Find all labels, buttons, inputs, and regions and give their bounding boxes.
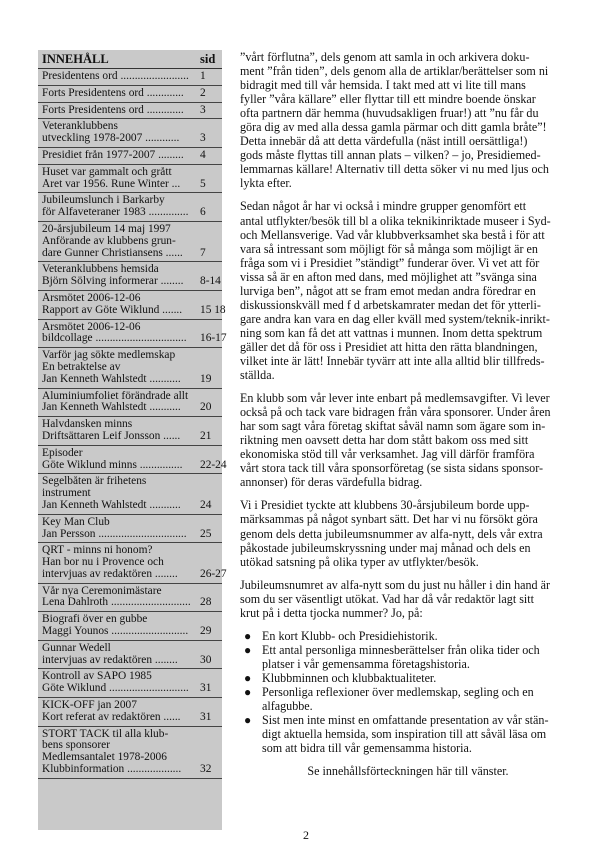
toc-entry-title [42, 350, 192, 385]
bullet-line: digt aktuella hemsida, som inspiration till att såväl läsa om [262, 727, 547, 742]
toc-entry-line: Forts Presidentens ord ............. [42, 87, 184, 99]
toc-entry-page: 4 [200, 148, 206, 161]
toc-entry-page: 19 [200, 372, 212, 385]
toc-entry-line: STORT TACK til alla klub- [42, 728, 169, 740]
paragraph-line: också på och tack vare bidragen från våra sponsorer. Under åren [240, 405, 551, 420]
toc-entry-line: bens sponsorer [42, 740, 111, 752]
toc-entry-line: Året var 1956. Rune Winter ... [42, 178, 181, 190]
paragraph-line: lemmarnas källare! Alternativ till detta söker vi nu med ljus och [240, 162, 549, 177]
toc-entry-line: intervjuas av redaktören ........ [42, 568, 178, 580]
bullet-icon: ● [244, 628, 252, 643]
toc-entry-title [42, 517, 192, 541]
paragraph-line: annonser) för deras värdefulla bidrag. [240, 475, 423, 490]
toc-entry-page: 24 [200, 498, 212, 511]
bullet-icon: ● [244, 670, 252, 685]
paragraph-line: och Mellansverige. Vad vår klubbverksamhet ska bestå i för att [240, 227, 545, 242]
paragraph [240, 498, 576, 568]
paragraph-line: gäller det då för oss i Presidiet att hitta den rätta blandningen, [240, 339, 538, 354]
toc-entry-page: 22-24 [200, 458, 227, 471]
toc-entry-page: 16-17 [200, 332, 227, 345]
toc-entry-title [42, 643, 192, 667]
toc-entry-page: 30 [200, 653, 212, 666]
paragraph-line: riktning men oavsett detta har dom stått bakom oss med sitt [240, 433, 529, 448]
toc-entry-line: dare Gunner Christiansens ...... [42, 247, 183, 259]
toc-entry-line: Rapport av Göte Wiklund ....... [42, 304, 183, 316]
toc-entry-line: Gunnar Wedell [42, 642, 111, 654]
toc-heading: INNEHÅLL [42, 52, 109, 66]
toc-entry [38, 612, 222, 641]
toc-entry-line: 20-årsjubileum 14 maj 1997 [42, 223, 171, 235]
toc-page-heading: sid [200, 52, 216, 66]
toc-entry-line: Jan Persson ............................... [42, 528, 187, 540]
article-text [240, 50, 576, 778]
toc-entry-line: Varför jag sökte medlemskap [42, 350, 176, 362]
toc-entry [38, 515, 222, 544]
toc-header [38, 50, 222, 69]
toc-entry-line: intervjuas av redaktören ........ [42, 654, 178, 666]
bullet-item [240, 685, 576, 713]
toc-entry-line: Anförande av klubbens grun- [42, 235, 176, 247]
toc-entry-title [42, 167, 192, 191]
toc-entry [38, 69, 222, 86]
bullet-item [240, 629, 576, 643]
toc-entry [38, 262, 222, 291]
paragraph-line: fråga som vi i Presidiet ”ständigt” funderar över. Vi vet att för [240, 255, 540, 270]
toc-entry-line: Halvdansken minns [42, 419, 133, 431]
toc-entry [38, 348, 222, 388]
paragraph-line: ekonomiska stöd till vår verksamhet. Jag vill därför framföra [240, 447, 535, 462]
paragraph-line: ofta partnern där hemma (huvudsakligen fruar!) att ”nu får du [240, 106, 539, 121]
toc-entry-page: 2 [200, 86, 206, 99]
toc-entry-line: Lena Dahlroth ............................ [42, 597, 191, 609]
toc-entry-line: Episoder [42, 447, 83, 459]
bullet-line: Sist men inte minst en omfattande presentation av vår stän- [262, 713, 549, 728]
toc-entry-line: instrument [42, 488, 91, 500]
toc-entry-title [42, 700, 192, 724]
toc-entry-line: Årsmötet 2006-12-06 [42, 321, 141, 333]
paragraph-line: vårt stora tack till våra sponsorföretag (se sista sidans sponsor- [240, 461, 544, 476]
toc-entry [38, 669, 222, 698]
toc-entry-line: Forts Presidentens ord ............. [42, 104, 184, 116]
toc-entry-page: 6 [200, 206, 206, 219]
toc-entry-line: Kort referat av redaktören ...... [42, 711, 181, 723]
toc-entry-title [42, 71, 192, 83]
toc-entry-title [42, 264, 192, 288]
toc-entry [38, 417, 222, 446]
toc-entry [38, 641, 222, 670]
paragraph-line: krut på i detta tjocka nummer? Jo, på: [240, 605, 423, 620]
paragraph-line: utökad satsning på olika typer av utflykter/besök. [240, 554, 479, 569]
table-of-contents [38, 50, 227, 830]
paragraph-line: vissa så är en afton med dans, med möjlighet att ”svänga sina [240, 269, 537, 284]
toc-entry-page: 8-14 [200, 275, 221, 288]
toc-entry-line: Jubileumslunch i Barkarby [42, 195, 165, 207]
toc-entry-line: QRT - minns ni honom? [42, 545, 153, 557]
toc-entry-title [42, 614, 192, 638]
toc-entry [38, 446, 227, 475]
toc-entry-line: Biografi över en gubbe [42, 614, 148, 626]
bullet-item [240, 713, 576, 755]
toc-entry-line: Maggi Younos ........................... [42, 626, 189, 638]
toc-entry [38, 727, 222, 779]
toc-entry-line: bildcollage ................................ [42, 333, 187, 345]
toc-entry-line: Jan Kenneth Wahlstedt ........... [42, 373, 181, 385]
toc-entry-title [42, 729, 192, 776]
paragraph-line: diskussionskväll med f d arbetskamrater medan det för ytterli- [240, 297, 541, 312]
bullet-icon: ● [244, 713, 252, 728]
toc-entry-line: Presidentens ord ........................ [42, 71, 189, 82]
paragraph [240, 50, 576, 190]
toc-entry-page: 31 [200, 710, 212, 723]
closing-line: Se innehållsförteckningen här till vänster. [307, 764, 509, 779]
toc-entry-line: Kontroll av SÄPO 1985 [42, 671, 152, 683]
toc-entry-title [42, 419, 192, 443]
toc-entry-title [42, 586, 192, 610]
toc-entry-title [42, 88, 192, 100]
paragraph-line: fyller ”våra källare” eller flyttar till ett mindre boende önskar [240, 92, 536, 107]
paragraph-line: har som sagt våra företag skiftat såväl namn som ägare som in- [240, 419, 546, 434]
paragraph-line: En klubb som vår lever inte enbart på medlemsavgifter. Vi lever [240, 391, 550, 406]
toc-entry-title [42, 391, 192, 415]
paragraph-line: vara så intressant som möjligt för så många som möjligt är en [240, 241, 538, 256]
paragraph-line: påkostade jubileumskryssning under maj månad och dels en [240, 540, 531, 555]
toc-entry-line: Huset var gammalt och grått [42, 166, 172, 178]
bullet-line: Personliga reflexioner över medlemskap, segling och en [262, 684, 534, 699]
toc-entry-line: Veteranklubbens hemsida [42, 264, 159, 276]
toc-entry-line: Han bor nu i Provence och [42, 557, 164, 569]
toc-entry-line: Årsmötet 2006-12-06 [42, 292, 141, 304]
toc-entry-page: 28 [200, 596, 212, 609]
paragraph [240, 199, 576, 382]
toc-entry [38, 584, 222, 613]
paragraph-line: antal utflykter/besök till bl a olika teknikinriktade museer i Syd- [240, 213, 551, 228]
paragraph [240, 391, 576, 489]
paragraph-line: Detta innebär då att detta värdefulla (näst intill oersättliga!) [240, 134, 528, 149]
toc-entry-title [42, 121, 192, 145]
toc-entry-page: 20 [200, 401, 212, 414]
toc-entry [38, 698, 222, 727]
paragraph-line: som du ser väsentligt utökat. Vad har då vår redaktör lagt sitt [240, 591, 534, 606]
paragraph-line: lykta efter. [240, 176, 292, 191]
toc-entry-line: En betraktelse av [42, 361, 121, 373]
paragraph-line: gare andra kan vara en dag eller kväll med system/teknik-inrikt- [240, 311, 550, 326]
paragraph-line: Jubileumsnumret av alfa-nytt som du just nu håller i din hand är [240, 577, 551, 592]
bullet-item [240, 643, 576, 671]
toc-entry-line: Vår nya Ceremonimästare [42, 585, 162, 597]
paragraph-line: bidragit med till vår hemsida. I takt med att vi lite till mans [240, 78, 526, 93]
toc-entry [38, 474, 222, 514]
toc-entry-line: Jan Kenneth Wahlstedt ........... [42, 499, 181, 511]
paragraph-line: lurviga ben”, något att se fram emot medan andra föredrar en [240, 283, 536, 298]
toc-entry [38, 103, 222, 120]
toc-entry-title [42, 293, 192, 317]
toc-entry [38, 148, 222, 165]
toc-entry [38, 193, 222, 222]
bullet-line: som att bidra till vår gemensamma historia. [262, 741, 472, 756]
toc-entry [38, 389, 222, 418]
bullet-icon: ● [244, 684, 252, 699]
toc-list [38, 69, 227, 779]
toc-entry-page: 26-27 [200, 567, 227, 580]
toc-entry-line: Veteranklubbens [42, 121, 118, 133]
toc-entry-line: Jan Kenneth Wahlstedt ........... [42, 402, 181, 414]
toc-entry [38, 320, 227, 349]
toc-entry-line: Aluminiumfoliet förändrade allt [42, 390, 189, 402]
toc-entry [38, 222, 222, 262]
toc-entry-line: Göte Wiklund minns ............... [42, 459, 183, 471]
toc-entry-line: Göte Wiklund ............................ [42, 683, 189, 695]
toc-entry-page: 15 18 [200, 303, 226, 316]
toc-entry-page: 21 [200, 429, 212, 442]
paragraph-line: göra dig av med alla dessa gamla pärmar och ditt gamla bråte”! [240, 120, 547, 135]
toc-entry-line: Presidiet från 1977-2007 ......... [42, 149, 184, 161]
bullet-item [240, 671, 576, 685]
toc-entry-line: för Alfaveteraner 1983 .............. [42, 207, 189, 219]
toc-entry-title [42, 224, 192, 259]
toc-entry-line: Key Man Club [42, 516, 110, 528]
page-number: 2 [303, 828, 309, 842]
bullet-list [240, 629, 576, 755]
toc-entry-line: Klubbinformation ................... [42, 764, 182, 776]
toc-entry-title [42, 545, 192, 580]
toc-entry-title [42, 671, 192, 695]
bullet-line: alfagubbe. [262, 699, 313, 714]
toc-entry-page: 25 [200, 527, 212, 540]
toc-entry-page: 3 [200, 132, 206, 145]
toc-entry-title [42, 195, 192, 219]
paragraph-line: gods måste flyttas till annan plats – vilken? – jo, Presidiemed- [240, 148, 541, 163]
toc-entry-line: Björn Sölving informerar ........ [42, 276, 184, 288]
paragraph-line: Sedan något år har vi också i mindre grupper genomfört ett [240, 199, 527, 214]
bullet-line: En kort Klubb- och Presidiehistorik. [262, 628, 438, 643]
toc-entry-line: Medlemsantalet 1978-2006 [42, 752, 167, 764]
bullet-icon: ● [244, 642, 252, 657]
toc-entry-page: 29 [200, 625, 212, 638]
bullet-line: Klubbminnen och klubbaktualiteter. [262, 670, 437, 685]
toc-entry-page: 5 [200, 177, 206, 190]
paragraph-line: ”vårt förflutna”, dels genom att samla in och arkivera doku- [240, 50, 530, 64]
bullet-line: Ett antal personliga minnesberättelser från olika tider och [262, 642, 540, 657]
toc-entry-page: 7 [200, 246, 206, 259]
toc-entry [38, 291, 226, 320]
toc-entry [38, 119, 222, 148]
toc-entry-title [42, 322, 192, 346]
paragraph-line: märksammas på något synbart sätt. Det har vi nu försökt göra [240, 512, 538, 527]
paragraph-line: vilket inte är lätt! Innebär tyvärr att inte alla alltid blir tillfreds- [240, 353, 545, 368]
toc-entry [38, 86, 222, 103]
paragraph-line: ning som kan få det att vattnas i munnen. Inom detta spektrum [240, 325, 543, 340]
toc-entry-line: Driftsättaren Leif Jonsson ...... [42, 430, 181, 442]
paragraph-line: ställda. [240, 368, 275, 383]
toc-entry-title [42, 150, 192, 162]
toc-entry-title [42, 105, 192, 117]
toc-entry-page: 31 [200, 682, 212, 695]
toc-entry-line: KICK-OFF jan 2007 [42, 700, 137, 712]
paragraph-line: Vi i Presidiet tyckte att klubbens 30-årsjubileum borde upp- [240, 498, 530, 513]
toc-entry [38, 165, 222, 194]
paragraph [240, 578, 576, 620]
toc-entry-title [42, 448, 192, 472]
paragraph-line: genom dels detta jubileumsnummer av alfa-nytt, dels vår extra [240, 526, 543, 541]
toc-entry-title [42, 476, 192, 511]
toc-entry-page: 1 [200, 70, 206, 82]
toc-entry-line: Segelbåten är frihetens [42, 476, 147, 488]
bullet-line: platser i vår gemensamma företagshistoria. [262, 656, 470, 671]
toc-entry [38, 543, 227, 583]
toc-entry-line: utveckling 1978-2007 ............ [42, 133, 180, 145]
paragraph-line: ment ”från tiden”, dels genom alla de artiklar/berättelser som ni [240, 64, 549, 79]
toc-entry-page: 32 [200, 763, 212, 776]
toc-entry-page: 3 [200, 103, 206, 116]
